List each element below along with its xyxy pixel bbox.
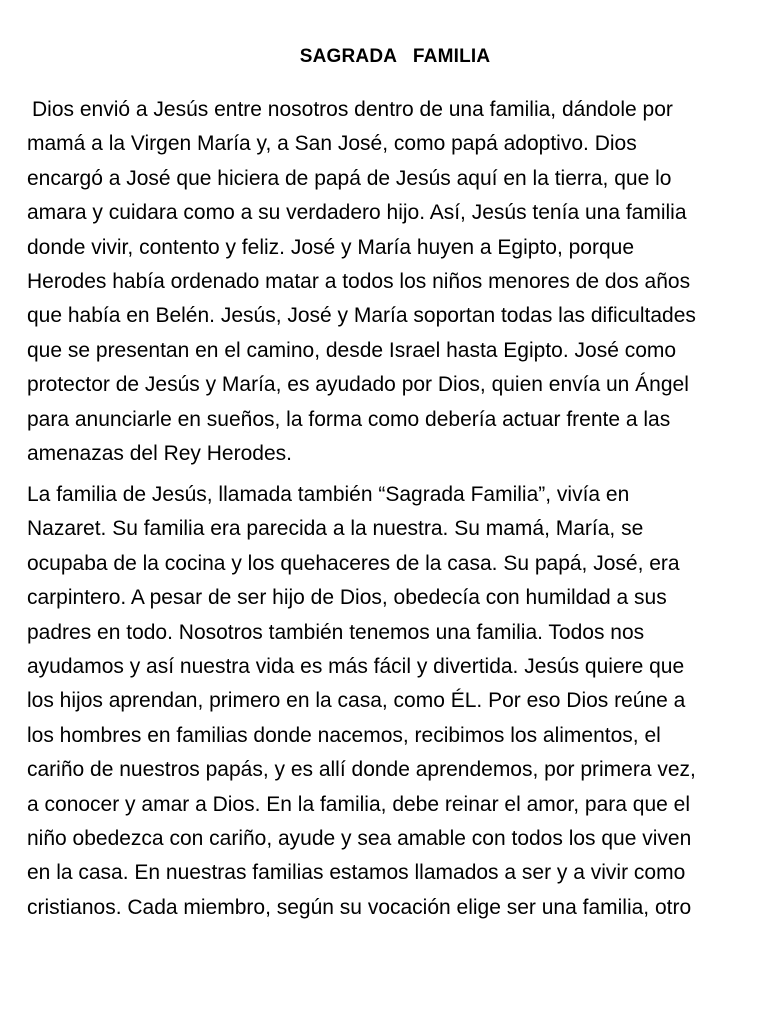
text-line: que se presentan en el camino, desde Israel hasta Egipto. José como	[27, 338, 677, 362]
text-line: Dios envió a Jesús entre nosotros dentro de una familia, dándole por	[32, 98, 673, 121]
text-line: Herodes había ordenado matar a todos los niños menores de dos años	[27, 269, 691, 293]
text-line: niño obedezca con cariño, ayude y sea amable con todos los que viven	[27, 826, 692, 850]
text-line: mamá a la Virgen María y, a San José, como papá adoptivo. Dios	[27, 132, 637, 156]
text-line: protector de Jesús y María, es ayudado por Dios, quien envía un Ángel	[27, 373, 689, 397]
text-line: ayudamos y así nuestra vida es más fácil y divertida. Jesús quiere que	[27, 654, 685, 678]
text-line: los hijos aprendan, primero en la casa, como ÉL. Por eso Dios reúne a	[27, 689, 686, 713]
paragraph-1	[27, 93, 757, 471]
text-line: cristianos. Cada miembro, según su vocación elige ser una familia, otro	[27, 895, 692, 919]
text-line: que había en Belén. Jesús, José y María soportan todas las dificultades	[27, 304, 696, 328]
text-line: padres en todo. Nosotros también tenemos una familia. Todos nos	[27, 620, 645, 644]
text-line: en la casa. En nuestras familias estamos llamados a ser y a vivir como	[27, 861, 686, 885]
paragraph-2	[27, 478, 757, 925]
document-title: SAGRADA FAMILIA	[299, 46, 491, 67]
text-line: ocupaba de la cocina y los quehaceres de la casa. Su papá, José, era	[27, 551, 680, 575]
text-line: donde vivir, contento y feliz. José y María huyen a Egipto, porque	[27, 235, 635, 259]
text-line: a conocer y amar a Dios. En la familia, debe reinar el amor, para que el	[27, 792, 691, 816]
text-line: Nazaret. Su familia era parecida a la nuestra. Su mamá, María, se	[27, 517, 644, 541]
text-line: encargó a José que hiciera de papá de Jesús aquí en la tierra, que lo	[27, 166, 672, 190]
text-line: amenazas del Rey Herodes.	[27, 441, 292, 465]
text-line: amara y cuidara como a su verdadero hijo. Así, Jesús tenía una familia	[27, 201, 687, 225]
text-line: carpintero. A pesar de ser hijo de Dios, obedecía con humildad a sus	[27, 586, 667, 610]
text-line: La familia de Jesús, llamada también “Sagrada Familia”, vivía en	[27, 483, 630, 506]
text-line: cariño de nuestros papás, y es allí donde aprendemos, por primera vez,	[27, 758, 696, 782]
text-line: para anunciarle en sueños, la forma como debería actuar frente a las	[27, 407, 671, 431]
text-line: los hombres en familias donde nacemos, recibimos los alimentos, el	[27, 723, 661, 747]
